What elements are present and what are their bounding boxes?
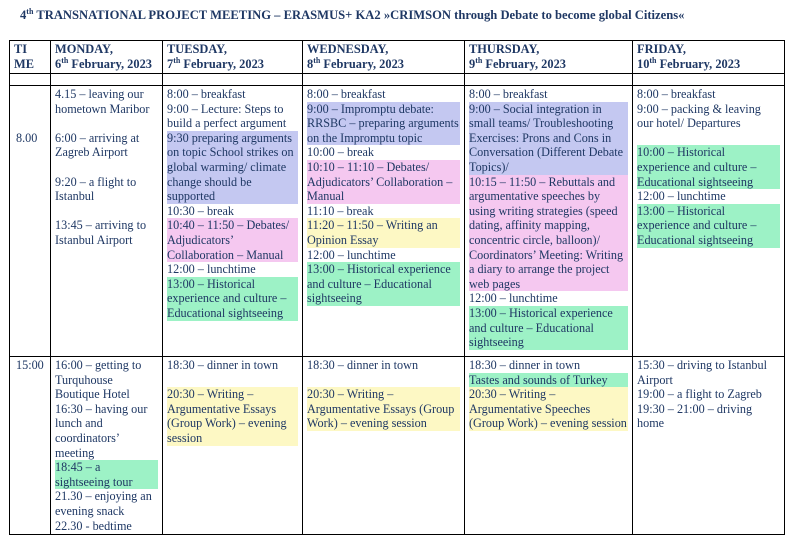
spacer-cell [163,74,303,86]
spacer-cell [465,74,633,86]
spacer-cell [303,74,465,86]
time-cell-afternoon: 15:00 [10,357,51,535]
schedule-entry-highlighted: 13:00 – Historical experience and culture – Educational sightseeing [167,277,298,321]
schedule-entry: 15:30 – driving to Istanbul Airport [637,358,767,387]
schedule-entry: 4.15 – leaving our hometown Maribor [55,87,150,116]
spacer-cell [51,74,163,86]
schedule-entry: 10:00 – break [307,145,375,160]
schedule-entry: 9:00 – packing & leaving our hotel/ Departures [637,101,761,131]
time-cell-morning: 8.00 [10,86,51,357]
spacer-cell [633,74,785,86]
schedule-entry-highlighted: 10:40 – 11:50 – Debates/ Adjudicators’ Collaboration – Manual [167,218,298,262]
schedule-entry: 19:00 – a flight to Zagreb [637,387,762,402]
schedule-entry: 21.30 – enjoying an evening snack [55,489,152,518]
schedule-table [9,40,785,535]
schedule-entry-highlighted: 10:00 – Historical experience and culture – Educational sightseeing [637,145,780,189]
header-wednesday: WEDNESDAY, 8th February, 2023 [303,41,465,74]
morning-row [10,86,785,357]
schedule-entry: 12:00 – lunchtime [469,291,558,306]
schedule-entry-highlighted: 11:20 – 11:50 – Writing an Opinion Essay [307,218,460,247]
schedule-entry: 12:00 – lunchtime [637,189,726,204]
schedule-entry: 9:00 – Lecture: Steps to build a perfect argument [167,101,287,131]
wednesday-afternoon-cell [303,357,465,535]
schedule-entry-highlighted: 9:00 – Impromptu debate: RRSBC – preparing arguments on the Impromptu topic [307,101,459,145]
schedule-entry: 8:00 – breakfast [307,87,386,101]
schedule-entry: 12:00 – lunchtime [167,262,256,277]
document-title: 4th TRANSNATIONAL PROJECT MEETING – ERASMUS+ KA2 »CRIMSON through Debate to become global Citizens« [20,6,685,22]
monday-afternoon-cell [51,357,163,535]
schedule-entry: 22.30 - bedtime [55,518,132,533]
schedule-entry: 16:30 – having our lunch and coordinators’ meeting [55,401,148,460]
schedule-entry-highlighted: 13:00 – Historical experience and culture – Educational sightseeing [469,306,628,350]
schedule-entry: 9:20 – a flight to Istanbul [55,174,137,204]
tuesday-afternoon-cell [163,357,303,535]
monday-morning-cell [51,86,163,357]
spacer-cell [10,74,51,86]
schedule-entry: 8:00 – breakfast [167,87,246,101]
schedule-entry: 16:00 – getting to Turquhouse Boutique Hotel [55,358,142,402]
schedule-entry: 18:30 – dinner in town [167,358,279,372]
schedule-entry-highlighted: 9:30 preparing arguments on topic School strikes on global warming/ climate change should be supported [167,131,298,204]
schedule-entry: 6:00 – arriving at Zagreb Airport [55,130,140,160]
schedule-entry: 13:45 – arriving to Istanbul Airport [55,218,147,247]
afternoon-row [10,357,785,535]
schedule-entry: 19:30 – 21:00 – driving home [637,401,753,431]
schedule-entry-highlighted: 13:00 – Historical experience and culture – Educational sightseeing [307,262,460,306]
header-tuesday: TUESDAY, 7th February, 2023 [163,41,303,74]
tuesday-morning-cell [163,86,303,357]
thursday-morning-cell [465,86,633,357]
schedule-entry: 8:00 – breakfast [637,87,716,101]
schedule-entry: 18:30 – dinner in town [307,358,419,372]
schedule-entry-highlighted: 9:00 – Social integration in small teams/ Troubleshooting Exercises: Prons and Cons in Conversation (Different Debate Topics)/ [469,102,628,175]
thursday-afternoon-cell [465,357,633,535]
schedule-entry-highlighted: 18:45 – a sightseeing tour [55,460,158,489]
header-time: TI ME [10,41,51,74]
schedule-entry-highlighted: 10:10 – 11:10 – Debates/ Adjudicators’ Collaboration – Manual [307,160,460,204]
schedule-entry-highlighted: 20:30 – Writing – Argumentative Essays (Group Work) – evening session [167,387,298,445]
header-thursday: THURSDAY, 9th February, 2023 [465,41,633,74]
header-monday: MONDAY, 6th February, 2023 [51,41,163,74]
schedule-entry-highlighted: 20:30 – Writing – Argumentative Speeches (Group Work) – evening session [469,387,627,431]
spacer-row [10,74,785,86]
wednesday-morning-cell [303,86,465,357]
friday-morning-cell [633,86,785,357]
schedule-entry-highlighted: 10:15 – 11:50 – Rebuttals and argumentative speeches by using writing strategies (speed dating, affinity mapping, concentric circle, balloon)/ Coordinators’ Meeting: Writing a diary to arrange the project web pages [469,175,628,292]
schedule-entry: 11:10 – break [307,203,374,218]
header-row [10,41,785,74]
schedule-entry: 8:00 – breakfast [469,87,548,101]
schedule-entry-highlighted: 13:00 – Historical experience and culture – Educational sightseeing [637,204,780,248]
header-friday: FRIDAY, 10th February, 2023 [633,41,785,74]
schedule-entry-highlighted: 20:30 – Writing – Argumentative Essays (Group Work) – evening session [307,387,460,431]
schedule-entry: 12:00 – lunchtime [307,247,396,262]
friday-afternoon-cell [633,357,785,535]
schedule-entry: 18:30 – dinner in town [469,358,581,372]
schedule-entry: 10:30 – break [167,203,235,218]
schedule-entry-highlighted: Tastes and sounds of Turkey [469,373,628,388]
